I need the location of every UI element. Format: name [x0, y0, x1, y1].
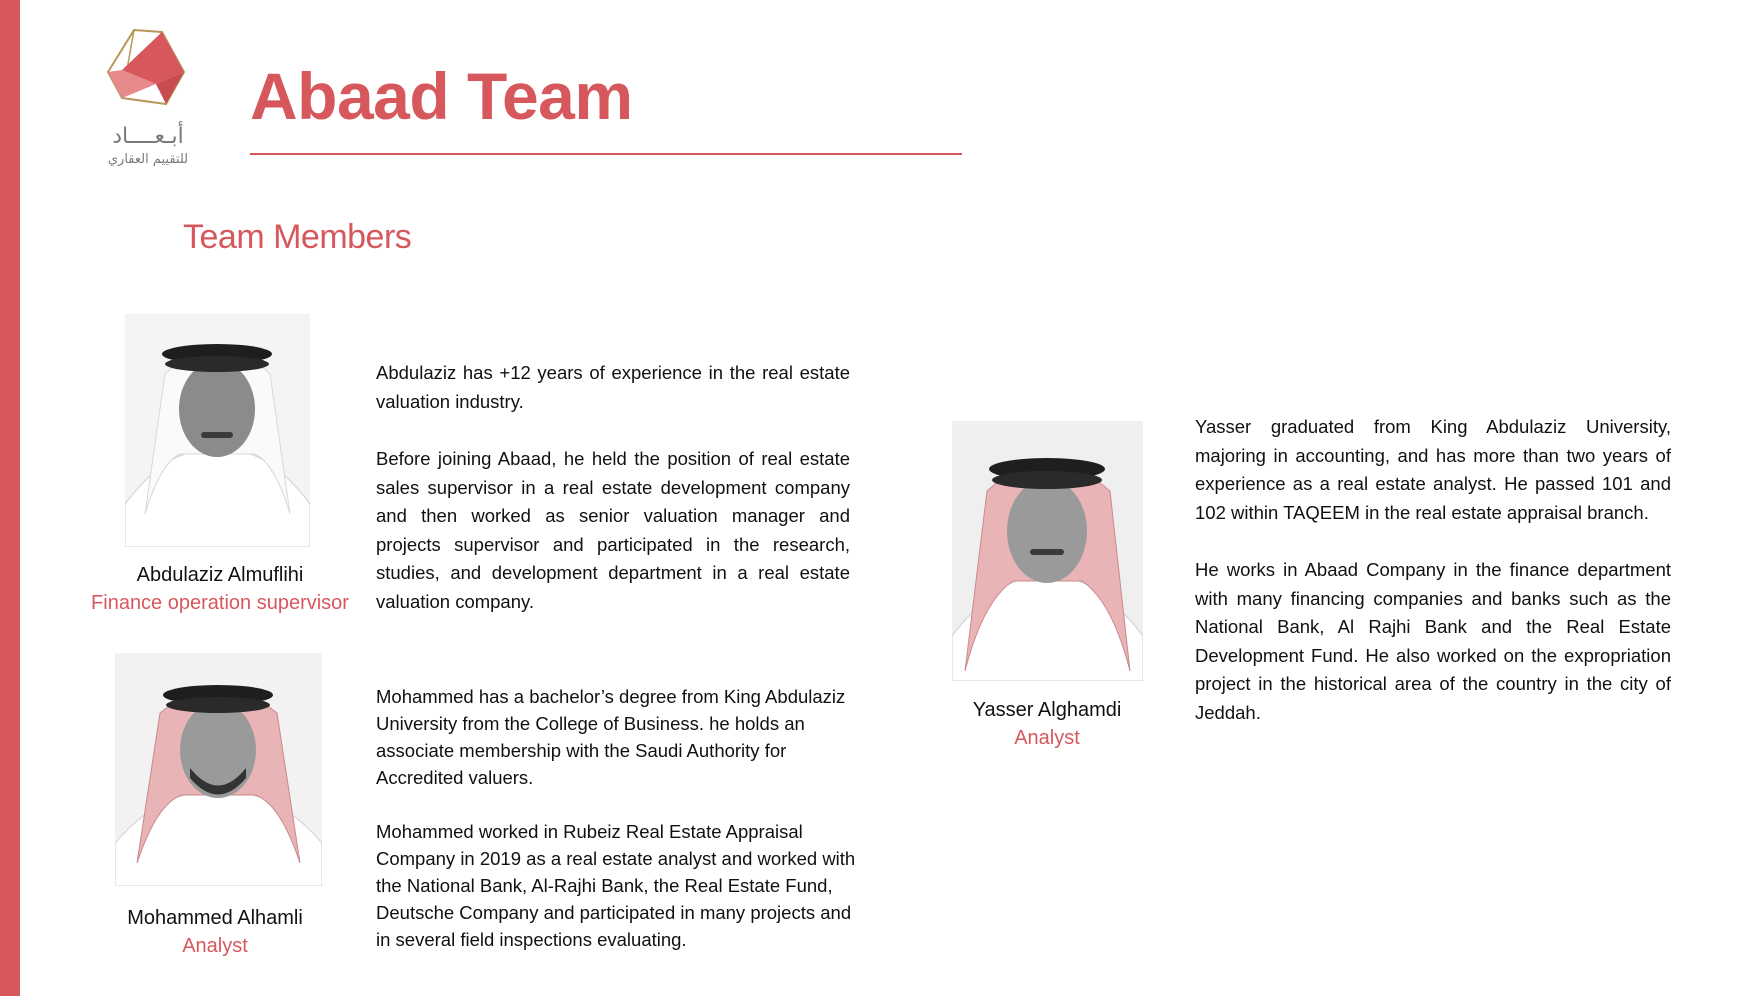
member-role: Analyst — [182, 935, 248, 957]
side-accent-bar — [0, 0, 20, 996]
member-role: Analyst — [1014, 727, 1080, 749]
logo-arabic-name: أبـعــــاد — [112, 124, 184, 149]
bio-paragraph: He works in Abaad Company in the finance department with many financing companies and banks such as the National Bank, Al Rajhi Bank and the Real Estate Development Fund. He also worked on the expropriation project in the historical area of the country in the city of Jeddah. — [1195, 559, 1671, 723]
abaad-logo — [98, 24, 206, 174]
member-photo-mohammed — [115, 653, 322, 886]
bio-paragraph: Abdulaziz has +12 years of experience in the real estate valuation industry. — [376, 362, 850, 412]
member-photo-abdulaziz — [125, 314, 310, 547]
member-name: Abdulaziz Almuflihi — [136, 564, 304, 586]
member-bio — [376, 683, 856, 953]
section-title: Team Members — [183, 218, 412, 256]
member-role: Finance operation supervisor — [91, 592, 349, 614]
bio-paragraph: Before joining Abaad, he held the position of real estate sales supervisor in a real estate development company and then worked as senior valuation manager and projects supervisor and participated in the research, studies, and development department in a real estate valuation company. — [376, 448, 850, 612]
bio-paragraph: Yasser graduated from King Abdulaziz University, majoring in accounting, and has more than two years of experience as a real estate analyst. He passed 101 and 102 within TAQEEM in the real estate appraisal branch. — [1195, 416, 1671, 523]
member-bio — [1195, 413, 1671, 727]
member-photo-yasser — [952, 421, 1143, 681]
member-name: Mohammed Alhamli — [127, 907, 303, 929]
title-divider — [250, 153, 962, 155]
logo-arabic-tagline: للتقييم العقاري — [107, 152, 189, 167]
member-name: Yasser Alghamdi — [972, 699, 1122, 721]
page-title: Abaad Team — [250, 59, 633, 133]
bio-paragraph: Mohammed worked in Rubeiz Real Estate Appraisal Company in 2019 as a real estate analyst and worked with the National Bank, Al-Rajhi Bank, the Real Estate Fund, Deutsche Company and participated in many projects and in several field inspections evaluating. — [376, 821, 856, 950]
member-bio — [376, 359, 850, 616]
abaad-logo-icon — [104, 24, 190, 114]
bio-paragraph: Mohammed has a bachelor’s degree from King Abdulaziz University from the College of Business. he holds an associate membership with the Saudi Authority for Accredited valuers. — [376, 686, 846, 788]
